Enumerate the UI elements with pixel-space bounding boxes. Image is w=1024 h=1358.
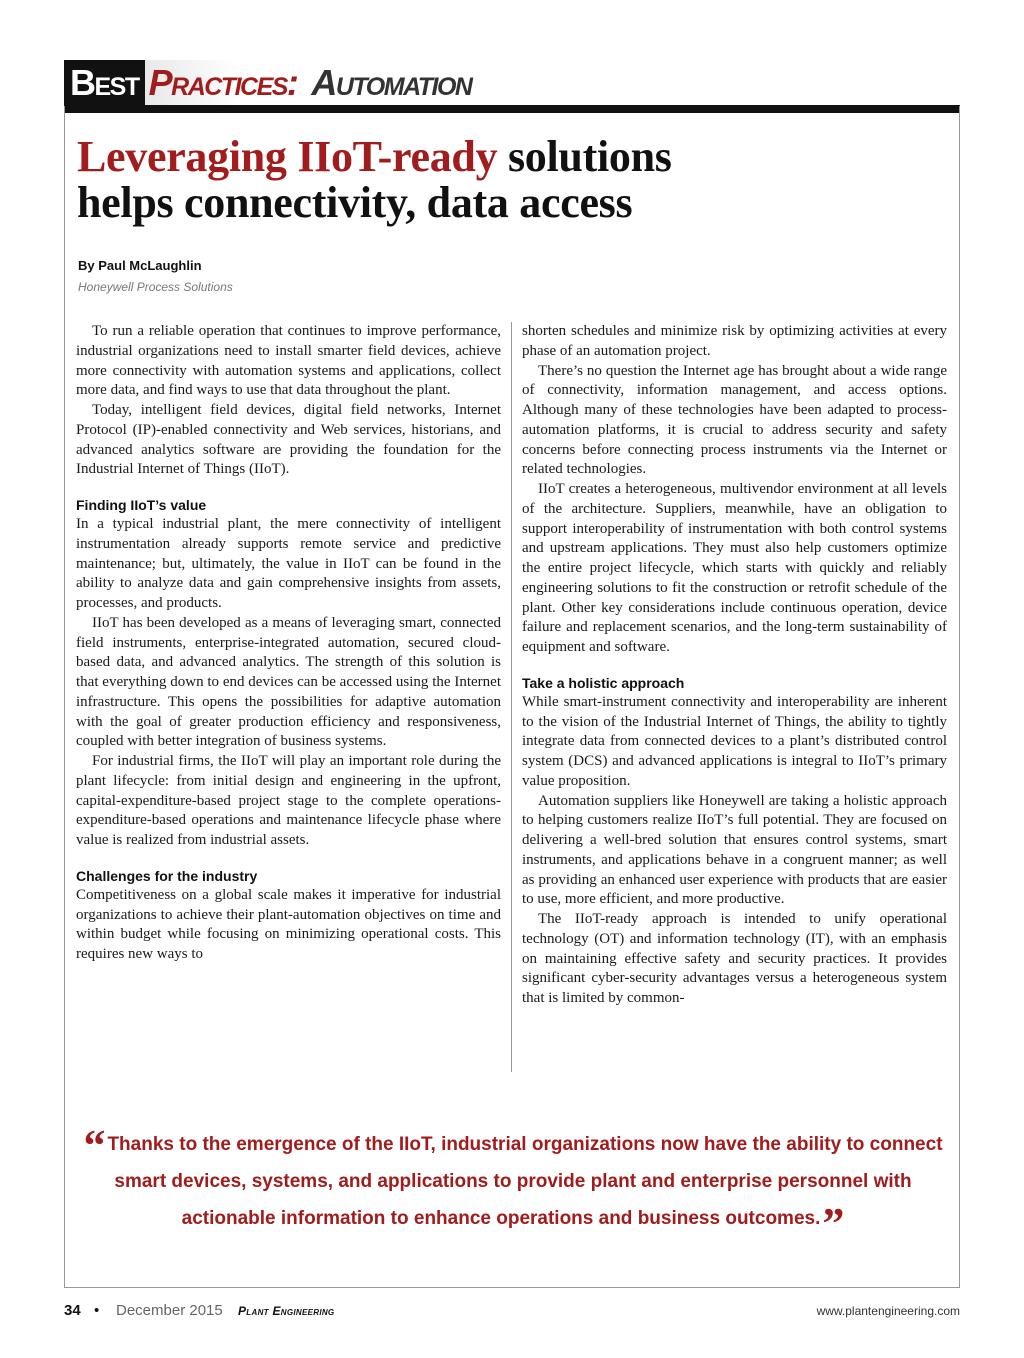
banner-label — [64, 60, 471, 106]
headline-line-2: helps connectivity, data access — [77, 178, 633, 227]
banner-best: Best — [64, 60, 145, 106]
headline-red-part: Leveraging IIoT-ready — [77, 132, 498, 181]
paragraph: Today, intelligent field devices, digital field networks, Internet Protocol (IP)-enabled connectivity and Web services, historians, and advanced analytics software are providing the foundation for the Industrial Internet of Things (IIoT). — [76, 402, 501, 478]
issue-date: December 2015 — [116, 1302, 223, 1319]
section-banner — [64, 60, 960, 110]
paragraph: There’s no question the Internet age has brought about a wide range of connectivity, information management, and access options. Although many of these technologies have been adapted to process-automation platforms, it is crucial to address security and safety concerns before connecting process instruments via the Internet or related technologies. — [522, 362, 947, 478]
website-url[interactable]: www.plantengineering.com — [816, 1304, 960, 1318]
subheading: Take a holistic approach — [522, 674, 685, 691]
magazine-name: Plant Engineering — [238, 1304, 335, 1318]
banner-automation: Automation — [311, 62, 472, 103]
page-footer — [64, 1302, 960, 1326]
article-headline — [77, 134, 897, 226]
close-quote-icon: ” — [822, 1199, 845, 1248]
pull-quote-text: Thanks to the emergence of the IIoT, industrial organizations now have the ability to connect smart devices, systems, and applications to provide plant and enterprise personnel with actionable information to enhance operations and business outcomes. — [107, 1134, 943, 1229]
banner-practices: Practices: — [145, 60, 302, 106]
paragraph: IIoT creates a heterogeneous, multivendor environment at all levels of the architecture. Suppliers, meanwhile, have an obligation to support interoperability of instrumentation with both control systems and upstream applications. They must also help customers optimize the entire project lifecycle, which starts with quickly and reliably engineering solutions to fit the construction or retrofit schedule of the plant. Other key considerations include continuous operation, device failure and replacement scenarios, and the long-term sustainability of equipment and software. — [522, 481, 947, 655]
paragraph: While smart-instrument connectivity and interoperability are inherent to the vision of the Industrial Internet of Things, the ability to tightly integrate data from connected devices to a plant’s distributed control system (DCS) and advanced applications is integral to IIoT’s primary value proposition. — [522, 693, 947, 789]
open-quote-icon: “ — [83, 1121, 106, 1170]
subheading: Finding IIoT’s value — [76, 497, 207, 513]
paragraph: Automation suppliers like Honeywell are taking a holistic approach to helping customers realize IIoT’s full potential. They are focused on delivering a well-bred solution that ensures control systems, smart instruments, and applications behave in a congruent manner; as well as providing an enhanced user experience with products that are easier to use, more efficient, and more productive. — [522, 792, 947, 908]
article-column-left — [76, 322, 501, 965]
paragraph: shorten schedules and minimize risk by optimizing activities at every phase of an automation project. — [522, 323, 947, 359]
headline-black-part: solutions — [497, 132, 672, 181]
subheading: Challenges for the industry — [76, 867, 258, 884]
paragraph: The IIoT-ready approach is intended to unify operational technology (OT) and information technology (IT), with an emphasis on maintaining effective safety and security practices. It provides significant cyber-security advantages versus a heterogeneous system that is limited by common- — [522, 911, 947, 1006]
article-column-right — [522, 322, 947, 1009]
page-number: 34 — [64, 1302, 81, 1319]
paragraph: IIoT has been developed as a means of leveraging smart, connected field instruments, enterprise-integrated automation, secured cloud-based data, and advanced analytics. The strength of this solution is that everything down to end devices can be accessed using the Internet infrastructure. This opens the possibilities for adaptive automation with the goal of greater production efficiency and responsiveness, coupled with better integration of business systems. — [76, 614, 501, 750]
byline-author: By Paul McLaughlin — [78, 258, 202, 273]
footer-separator: • — [94, 1302, 100, 1319]
column-divider — [511, 322, 512, 1072]
paragraph: For industrial firms, the IIoT will play an important role during the plant lifecycle: from initial design and engineering in the upfront, capital-expenditure-based project stage to the complete operations-expenditure-based operations and maintenance lifecycle phase where value is realized from industrial assets. — [76, 753, 501, 848]
pull-quote — [80, 1121, 946, 1248]
paragraph: In a typical industrial plant, the mere connectivity of intelligent instrumentation already supports remote service and predictive maintenance; but, ultimately, the value in IIoT can be found in the ability to analyze data and gain comprehensive insights from assets, processes, and products. — [76, 516, 501, 611]
paragraph: Competitiveness on a global scale makes it imperative for industrial organizations to achieve their plant-automation objectives on time and within budget while focusing on minimizing operational costs. This requires new ways to — [76, 886, 501, 962]
byline-affiliation: Honeywell Process Solutions — [78, 280, 233, 294]
paragraph: To run a reliable operation that continues to improve performance, industrial organizations need to install smarter field devices, achieve more connectivity with automation systems and applications, collect more data, and find ways to use that data throughout the plant. — [76, 323, 501, 399]
